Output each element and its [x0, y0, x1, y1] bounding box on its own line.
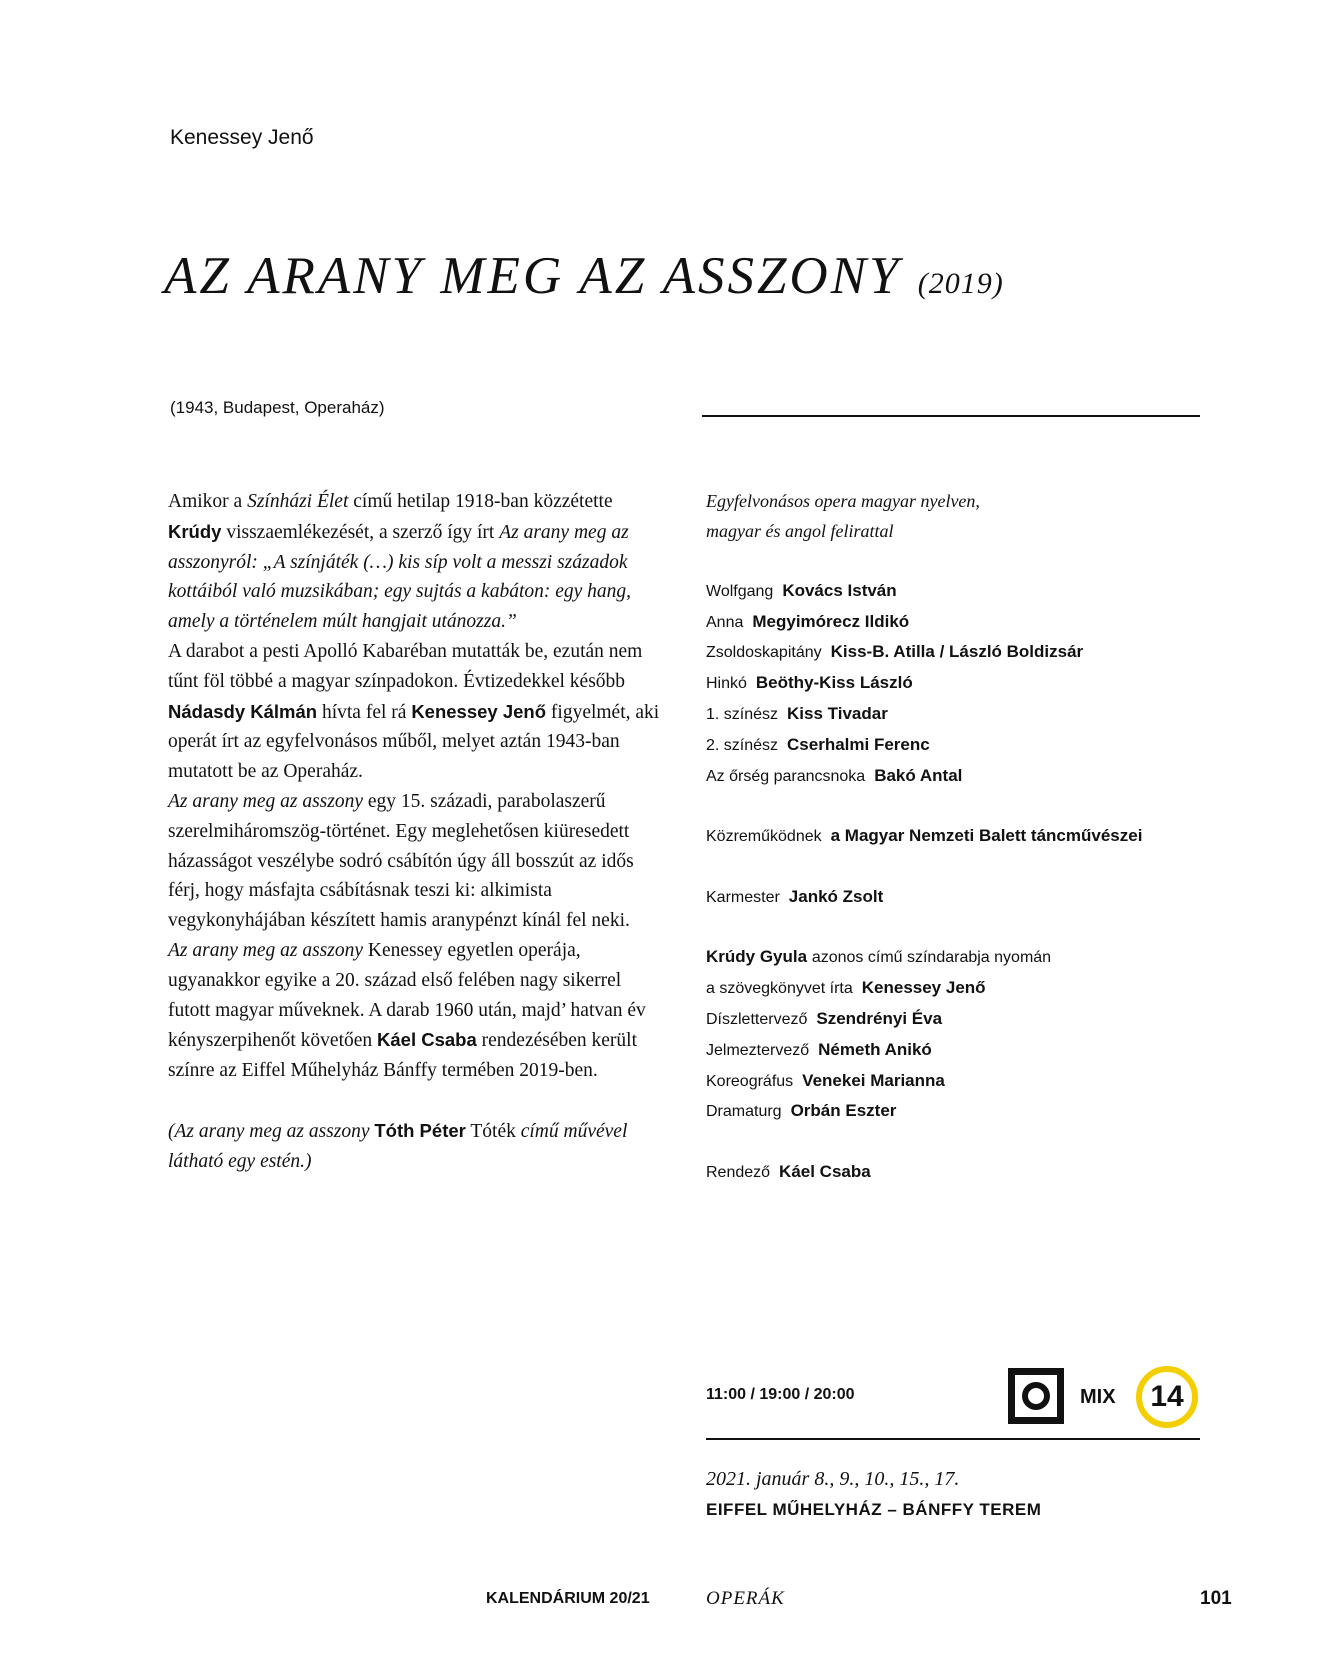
- credit-line: [706, 1035, 1266, 1066]
- credit-name: Venekei Marianna: [802, 1070, 945, 1090]
- credit-role: Jelmeztervező: [706, 1041, 810, 1059]
- performance-times: 11:00 / 19:00 / 20:00: [706, 1386, 855, 1403]
- credit-name: a Magyar Nemzeti Balett táncművészei: [830, 826, 1143, 846]
- credit-name: Bakó Antal: [874, 765, 963, 785]
- logo-mix-text: MIX: [1080, 1386, 1116, 1408]
- composer-name: Kenessey Jenő: [170, 126, 314, 149]
- paragraph: [168, 637, 668, 787]
- name-highlight: Káel Csaba: [377, 1029, 477, 1051]
- venue-logo-icon: [1008, 1368, 1064, 1424]
- credit-line: [706, 1096, 1266, 1127]
- credit-role: Karmester: [706, 888, 780, 906]
- credit-line: [706, 1004, 1266, 1035]
- italic-text: című művével látható egy estén.): [168, 1120, 628, 1172]
- credit-role: Dramaturg: [706, 1103, 782, 1121]
- italic-text: Az arany meg az asszony: [168, 939, 363, 961]
- credit-name: Kiss-B. Atilla / László Boldizsár: [830, 642, 1084, 662]
- credit-role: Az őrség parancsnoka: [706, 767, 866, 785]
- credit-name: Kenessey Jenő: [861, 978, 986, 998]
- italic-text: Az arany meg az asszony: [168, 790, 363, 812]
- credit-name: Kiss Tivadar: [787, 703, 888, 723]
- text-run: Kenessey egyetlen operája, ugyanakkor egyike a 20. század első felében nagy sikerrel futott magyar műveknek. A darab 1960 után, majd’ hatvan év kényszerpihenőt követően: [168, 939, 646, 1052]
- credit-line: [706, 607, 1266, 638]
- credit-name: Beöthy-Kiss László: [755, 673, 913, 693]
- name-highlight: Kenessey Jenő: [411, 700, 547, 722]
- conductor-line: [706, 882, 1266, 913]
- credit-line: [706, 576, 1266, 607]
- top-divider: [702, 415, 1200, 417]
- logo-ring-icon: [1022, 1382, 1050, 1410]
- age-rating-badge: 14: [1136, 1366, 1198, 1428]
- credit-role: 1. színész: [706, 705, 779, 723]
- credit-line: [706, 761, 1266, 792]
- text-run: egy 15. századi, parabolaszerű szerelmiháromszög-történet. Egy meglehetősen kiüresedett házasságot veszélybe sodró csábítón úgy áll bosszút az idős férj, hogy másfajta csábításnak teszi ki: alkimista vegykonyhájában készített hamis aranypénzt kínál fel neki.: [168, 790, 634, 932]
- cast-list: [706, 576, 1266, 792]
- credit-name: Káel Csaba: [779, 1161, 871, 1181]
- text-run: Amikor a: [168, 491, 248, 512]
- credit-role: Koreográfus: [706, 1072, 794, 1090]
- credit-line: [706, 1066, 1266, 1097]
- name-highlight: Tóth Péter: [374, 1119, 466, 1141]
- text-run: figyelmét, aki operát írt az egyfelvonásos műből, melyet aztán 1943-ban mutatott be az Operaház.: [168, 701, 660, 783]
- credit-name: Megyimórecz Ildikó: [752, 611, 910, 631]
- credit-role: Zsoldoskapitány: [706, 644, 822, 662]
- paragraph: [168, 787, 668, 936]
- paragraph: [168, 936, 668, 1086]
- credit-role: a szövegkönyvet írta: [706, 980, 853, 998]
- credit-role: Hinkó: [706, 675, 747, 693]
- description-text: [168, 487, 668, 1177]
- participants-line: [706, 821, 1266, 852]
- premiere-info: (1943, Budapest, Operaház): [170, 398, 385, 417]
- credit-name: Orbán Eszter: [790, 1101, 897, 1121]
- source-line: [706, 942, 1266, 973]
- credit-role: Anna: [706, 613, 744, 631]
- venue-name: EIFFEL MŰHELYHÁZ – BÁNFFY TEREM: [706, 1500, 1042, 1519]
- credit-line: [706, 699, 1266, 730]
- credit-name: Kovács István: [782, 580, 897, 600]
- source-text: azonos című színdarabja nyomán: [811, 949, 1052, 967]
- text-run: visszaemlékezését, a szerző így írt: [221, 521, 500, 543]
- performance-dates: 2021. január 8., 9., 10., 15., 17.: [706, 1468, 960, 1490]
- credit-name: Cserhalmi Ferenc: [787, 734, 930, 754]
- opera-subtitle-2: magyar és angol felirattal: [706, 521, 894, 541]
- italic-text: Az arany meg az asszonyról: „A színjáték (…) kis síp volt a messzi századok kottáiból való muzsikában; egy sujtás a kabáton: egy hang, amely a történelem múlt hangjait utánozza.”: [168, 521, 632, 633]
- credit-name: Németh Anikó: [818, 1039, 932, 1059]
- text-run: hívta fel rá: [317, 701, 412, 723]
- italic-text: Színházi Élet: [247, 491, 349, 512]
- footer-section: OPERÁK: [706, 1588, 785, 1609]
- text-run: Tóték: [465, 1120, 521, 1142]
- credit-line: [706, 637, 1266, 668]
- opera-title: [164, 246, 1004, 306]
- credit-role: Díszlettervező: [706, 1010, 808, 1028]
- text-run: A darabot a pesti Apolló Kabaréban mutatták be, ezután nem tűnt föl többé a magyar színpadokon. Évtizedekkel később: [168, 640, 643, 692]
- credit-role: Rendező: [706, 1163, 771, 1181]
- credit-role: 2. színész: [706, 736, 779, 754]
- credit-line: [706, 668, 1266, 699]
- credits-column: [706, 486, 1266, 1188]
- text-run: rendezésében került színre az Eiffel Műhelyház Bánffy termében 2019-ben.: [168, 1030, 638, 1082]
- credit-name: Jankó Zsolt: [788, 886, 884, 906]
- name-highlight: Nádasdy Kálmán: [168, 700, 318, 722]
- text-run: című hetilap 1918-ban közzétette: [348, 491, 613, 512]
- paragraph: [168, 487, 668, 637]
- title-text: AZ ARANY MEG AZ ASSZONY: [164, 247, 902, 305]
- title-year: (2019): [917, 267, 1004, 300]
- credit-line: [706, 730, 1266, 761]
- director-line: [706, 1157, 1266, 1188]
- page-number: 101: [1200, 1588, 1232, 1609]
- source-author: Krúdy Gyula: [706, 947, 808, 967]
- name-highlight: Krúdy: [168, 520, 222, 542]
- credit-role: Wolfgang: [706, 582, 774, 600]
- program-note: [168, 1116, 668, 1177]
- opera-subtitle: Egyfelvonásos opera magyar nyelven,: [706, 491, 980, 511]
- crew-list: [706, 973, 1266, 1127]
- bottom-divider: [706, 1438, 1200, 1440]
- italic-text: (Az arany meg az asszony: [168, 1120, 375, 1142]
- footer-calendar: KALENDÁRIUM 20/21: [486, 1590, 650, 1607]
- credit-line: [706, 973, 1266, 1004]
- credit-role: Közreműködnek: [706, 828, 822, 846]
- credit-name: Szendrényi Éva: [816, 1008, 943, 1028]
